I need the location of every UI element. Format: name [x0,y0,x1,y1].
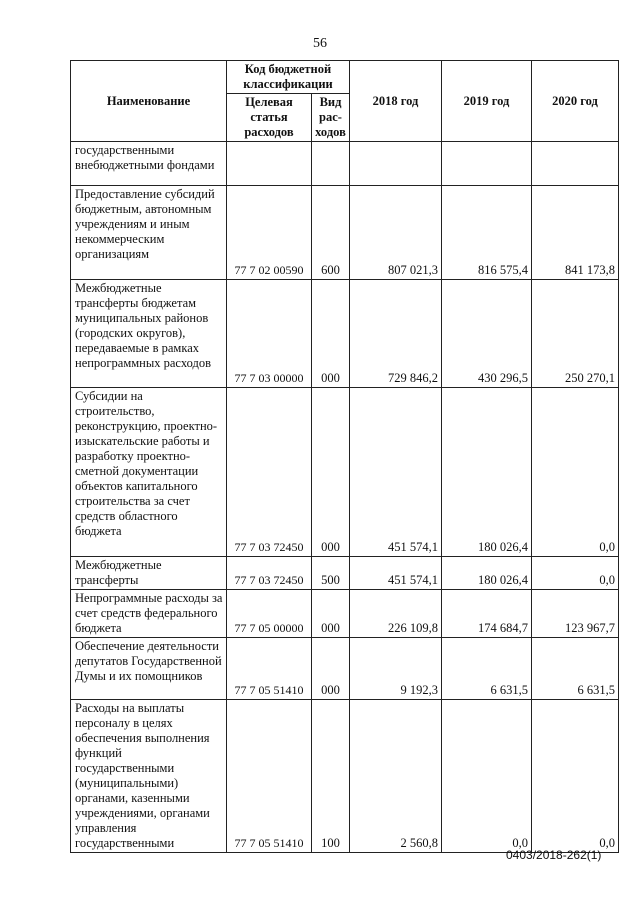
row-2019: 180 026,4 [442,557,532,590]
row-2019 [442,142,532,186]
row-type: 000 [312,590,350,638]
row-code: 77 7 03 72450 [227,388,312,557]
table-row [71,186,619,280]
row-type: 000 [312,638,350,700]
row-2019: 0,0 [442,700,532,853]
header-name: Наименование [71,61,227,142]
row-name: Субсидии на строительство, реконструкцию, проектно-изыскательские работы и разработку проектно-сметной документации объектов капитального строительства за счет средств областного бюджета [71,388,227,557]
row-name: Расходы на выплаты персоналу в целях обеспечения выполнения функций государственными (муниципальными) органами, казенными учреждениями, органами управления государственными [71,700,227,853]
header-2019: 2019 год [442,61,532,142]
table-row [71,590,619,638]
table-row [71,557,619,590]
row-name: Обеспечение деятельности депутатов Государственной Думы и их помощников [71,638,227,700]
row-2018: 451 574,1 [350,557,442,590]
page-number: 56 [313,36,327,51]
row-name: государственными внебюджетными фондами [71,142,227,186]
row-type [312,142,350,186]
row-2020: 6 631,5 [532,638,619,700]
header-expense-type: Вид рас-ходов [312,94,350,142]
row-2019: 6 631,5 [442,638,532,700]
table-row [71,700,619,853]
row-2018 [350,142,442,186]
row-2020: 0,0 [532,700,619,853]
row-2019: 430 296,5 [442,280,532,388]
row-2018: 226 109,8 [350,590,442,638]
row-code: 77 7 02 00590 [227,186,312,280]
row-code: 77 7 03 72450 [227,557,312,590]
row-2020: 0,0 [532,557,619,590]
row-type: 500 [312,557,350,590]
row-2018: 9 192,3 [350,638,442,700]
document-code: 0403/2018-262(1) [506,848,602,862]
row-name: Предоставление субсидий бюджетным, автономным учреждениям и иным некоммерческим организациям [71,186,227,280]
row-2020: 841 173,8 [532,186,619,280]
row-2018: 807 021,3 [350,186,442,280]
table-row [71,638,619,700]
row-name: Непрограммные расходы за счет средств федерального бюджета [71,590,227,638]
row-2020 [532,142,619,186]
row-name: Межбюджетные трансферты [71,557,227,590]
row-2018: 2 560,8 [350,700,442,853]
row-name: Межбюджетные трансферты бюджетам муниципальных районов (городских округов), передаваемые в рамках непрограммных расходов [71,280,227,388]
row-code: 77 7 05 51410 [227,700,312,853]
row-2018: 729 846,2 [350,280,442,388]
row-code [227,142,312,186]
row-code: 77 7 03 00000 [227,280,312,388]
row-2020: 250 270,1 [532,280,619,388]
header-2018: 2018 год [350,61,442,142]
row-2020: 123 967,7 [532,590,619,638]
row-type: 000 [312,280,350,388]
header-2020: 2020 год [532,61,619,142]
row-2018: 451 574,1 [350,388,442,557]
table-row [71,280,619,388]
budget-table [70,60,619,853]
row-type: 000 [312,388,350,557]
row-2019: 174 684,7 [442,590,532,638]
row-code: 77 7 05 51410 [227,638,312,700]
row-code: 77 7 05 00000 [227,590,312,638]
table-row [71,142,619,186]
row-2020: 0,0 [532,388,619,557]
row-type: 100 [312,700,350,853]
row-2019: 180 026,4 [442,388,532,557]
row-type: 600 [312,186,350,280]
row-2019: 816 575,4 [442,186,532,280]
table-row [71,388,619,557]
header-code-group: Код бюджетной классификации [227,61,350,94]
header-target-article: Целевая статья расходов [227,94,312,142]
